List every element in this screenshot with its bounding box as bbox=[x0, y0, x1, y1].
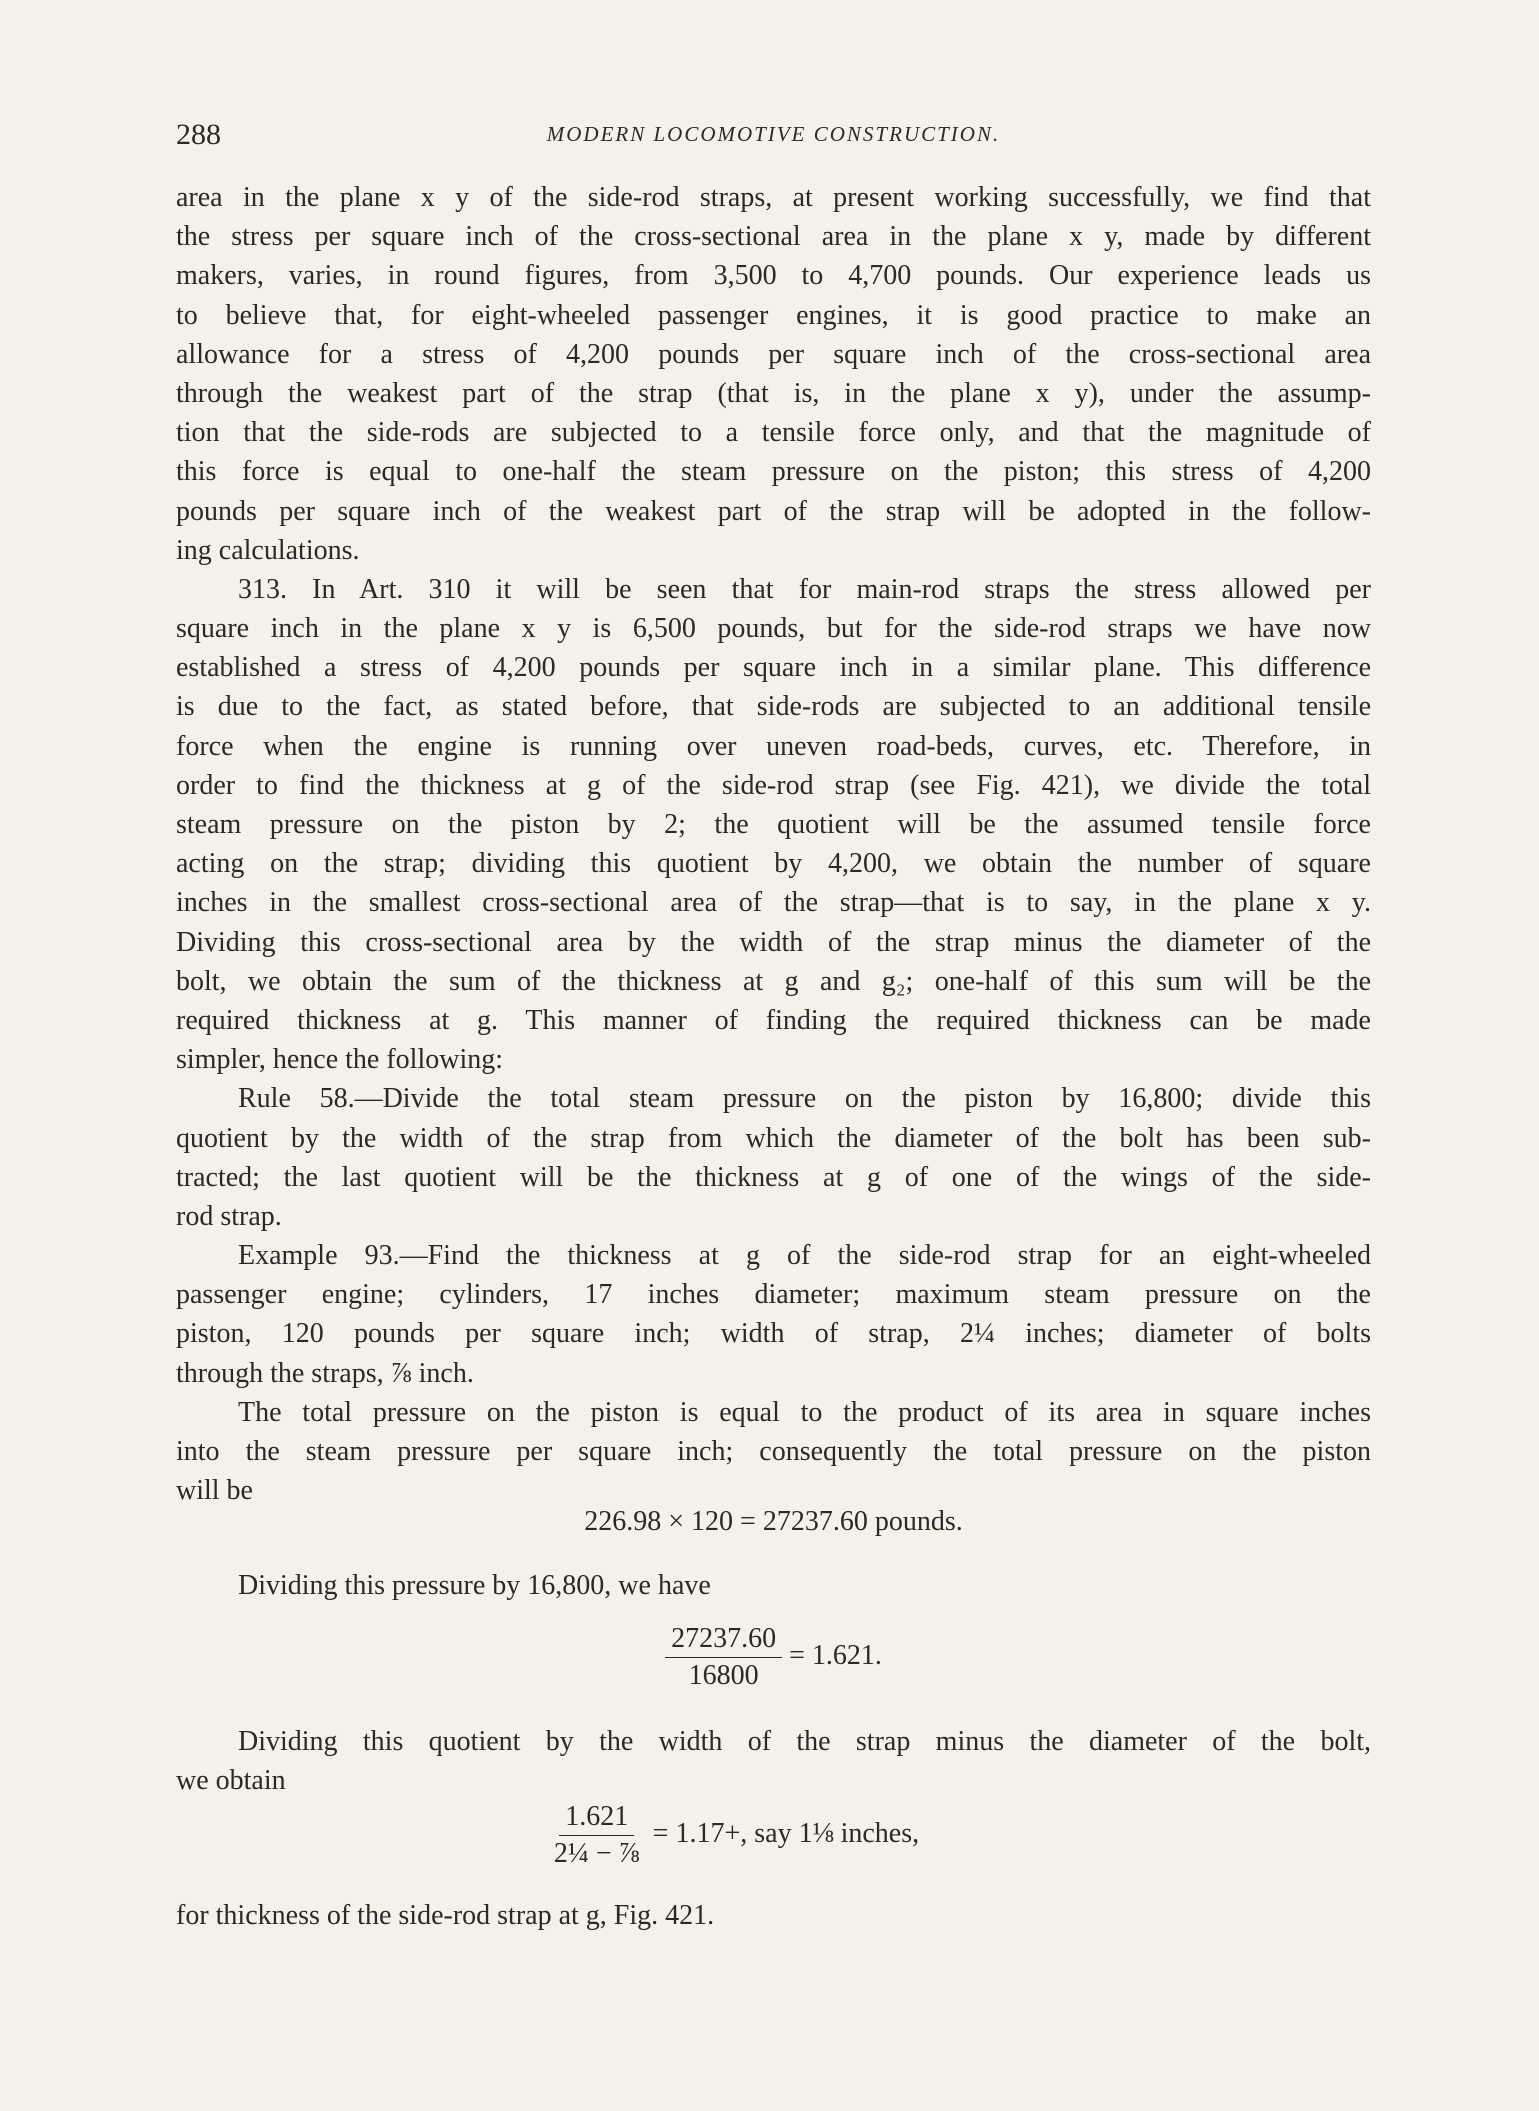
text-line: we obtain bbox=[176, 1765, 286, 1797]
text-line: quotient by the width of the strap from which the diameter of the bolt has been sub- bbox=[176, 1122, 1371, 1154]
text-line: tracted; the last quotient will be the thickness at g of one of the wings of the side- bbox=[176, 1161, 1371, 1193]
result: = 1.17+, say 1⅛ inches, bbox=[652, 1817, 920, 1849]
text-line: bolt, we obtain the sum of the thickness at g and g₂; one-half of this sum will be the bbox=[176, 965, 1371, 997]
result: = 1.621. bbox=[789, 1639, 882, 1671]
page-number: 288 bbox=[176, 118, 221, 151]
text-line: Example 93.—Find the thickness at g of the side-rod strap for an eight-wheeled bbox=[238, 1240, 1371, 1272]
text-line: Dividing this quotient by the width of the strap minus the diameter of the bolt, bbox=[238, 1726, 1371, 1758]
rule-58 bbox=[176, 1079, 1371, 1236]
paragraph-1 bbox=[176, 178, 1371, 570]
text-line: to believe that, for eight-wheeled passenger engines, it is good practice to make an bbox=[176, 299, 1371, 331]
text-line: rod strap. bbox=[176, 1200, 282, 1232]
text-line: The total pressure on the piston is equal to the product of its area in square inches bbox=[238, 1396, 1371, 1428]
paragraph-313 bbox=[176, 570, 1371, 1079]
text-line: into the steam pressure per square inch; consequently the total pressure on the piston bbox=[176, 1436, 1371, 1467]
numerator: 27237.60 bbox=[665, 1623, 782, 1658]
text-line: makers, varies, in round figures, from 3,500 to 4,700 pounds. Our experience leads us bbox=[176, 260, 1371, 292]
text-line: piston, 120 pounds per square inch; width of strap, 2¼ inches; diameter of bolts bbox=[176, 1318, 1371, 1350]
page-body bbox=[176, 178, 1371, 1935]
text-line: tion that the side-rods are subjected to a tensile force only, and that the magnitude of bbox=[176, 417, 1371, 449]
text-line: allowance for a stress of 4,200 pounds per square inch of the cross-sectional area bbox=[176, 338, 1371, 370]
closing-line: for thickness of the side-rod strap at g, Fig. 421. bbox=[176, 1899, 715, 1931]
text-line: through the weakest part of the strap (that is, in the plane x y), under the assump- bbox=[176, 377, 1371, 409]
denominator: 16800 bbox=[688, 1659, 759, 1691]
text-line: required thickness at g. This manner of finding the required thickness can be made bbox=[176, 1004, 1371, 1036]
text-line: steam pressure on the piston by 2; the quotient will be the assumed tensile force bbox=[176, 809, 1371, 840]
text-line: Dividing this cross-sectional area by the width of the strap minus the diameter of the bbox=[176, 926, 1371, 958]
paragraph-total-pressure bbox=[176, 1393, 1371, 1511]
text-line: is due to the fact, as stated before, that side-rods are subjected to an additional tensile bbox=[176, 691, 1371, 723]
page-header bbox=[176, 118, 1371, 158]
numerator: 1.621 bbox=[559, 1801, 634, 1836]
text-line: area in the plane x y of the side-rod straps, at present working successfully, we find that bbox=[176, 182, 1371, 213]
example-93 bbox=[176, 1236, 1371, 1393]
text-line: will be bbox=[176, 1475, 253, 1507]
text-line: acting on the strap; dividing this quotient by 4,200, we obtain the number of square bbox=[176, 848, 1371, 880]
text-line: inches in the smallest cross-sectional area of the strap—that is to say, in the plane x y. bbox=[176, 887, 1371, 919]
paragraph-dividing-quotient bbox=[176, 1722, 1371, 1800]
text-line: the stress per square inch of the cross-sectional area in the plane x y, made by different bbox=[176, 221, 1371, 253]
text-line: 313. In Art. 310 it will be seen that for main-rod straps the stress allowed per bbox=[238, 573, 1371, 605]
paragraph-dividing-pressure: Dividing this pressure by 16,800, we have bbox=[238, 1569, 711, 1601]
text-line: force when the engine is running over uneven road-beds, curves, etc. Therefore, in bbox=[176, 730, 1371, 762]
text-line: pounds per square inch of the weakest part of the strap will be adopted in the follow- bbox=[176, 495, 1371, 527]
text-line: square inch in the plane x y is 6,500 pounds, but for the side-rod straps we have now bbox=[176, 613, 1371, 645]
fraction bbox=[665, 1623, 782, 1692]
text-line: order to find the thickness at g of the side-rod strap (see Fig. 421), we divide the total bbox=[176, 769, 1371, 801]
text-line: simpler, hence the following: bbox=[176, 1044, 504, 1076]
equation-total-pressure: 226.98 × 120 = 27237.60 pounds. bbox=[584, 1506, 963, 1538]
text-line: through the straps, ⅞ inch. bbox=[176, 1357, 474, 1389]
equation-quotient bbox=[176, 1623, 1371, 1692]
fraction bbox=[548, 1801, 646, 1870]
text-line: Rule 58.—Divide the total steam pressure on the piston by 16,800; divide this bbox=[238, 1083, 1371, 1115]
running-title: MODERN LOCOMOTIVE CONSTRUCTION. bbox=[546, 122, 1001, 146]
text-line: passenger engine; cylinders, 17 inches diameter; maximum steam pressure on the bbox=[176, 1279, 1371, 1311]
text-line: established a stress of 4,200 pounds per square inch in a similar plane. This difference bbox=[176, 652, 1371, 684]
text-line: ing calculations. bbox=[176, 534, 360, 566]
text-line: this force is equal to one-half the steam pressure on the piston; this stress of 4,200 bbox=[176, 456, 1371, 488]
equation-thickness bbox=[176, 1801, 1371, 1870]
denominator: 2¼ − ⅞ bbox=[553, 1837, 640, 1869]
